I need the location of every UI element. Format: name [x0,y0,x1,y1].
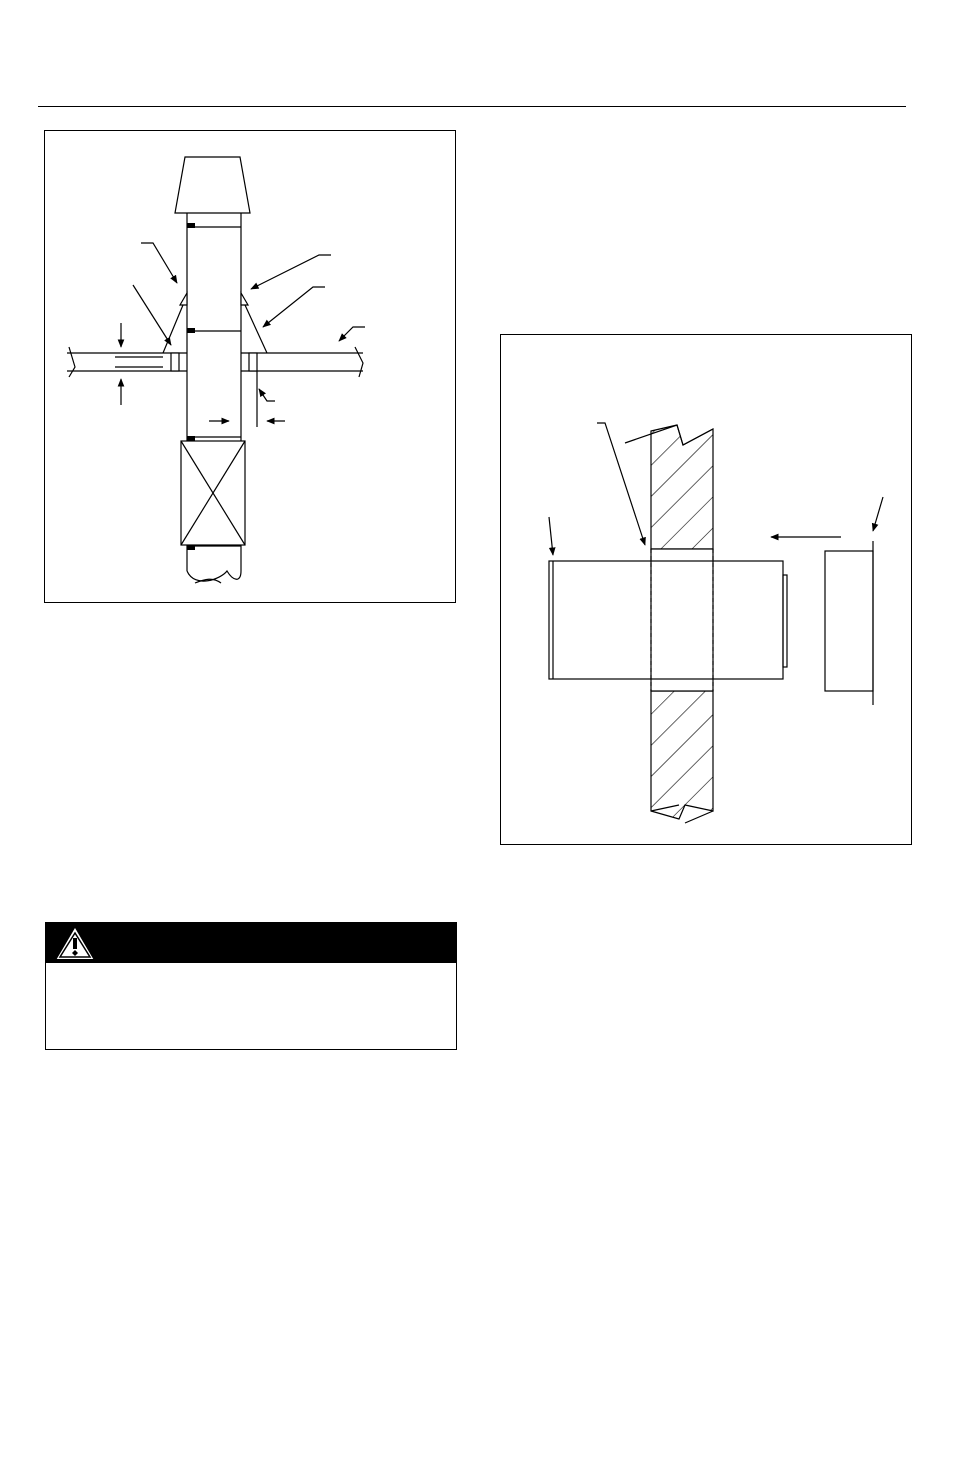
roof-penetration-drawing [45,131,457,604]
warning-triangle-icon [52,923,98,963]
warning-header [46,923,456,963]
warning-box [45,922,457,1050]
warning-body [46,963,456,1049]
wall-thimble-drawing [501,335,913,846]
header-rule [38,106,906,107]
roof-penetration-diagram [44,130,456,603]
wall-thimble-diagram [500,334,912,845]
